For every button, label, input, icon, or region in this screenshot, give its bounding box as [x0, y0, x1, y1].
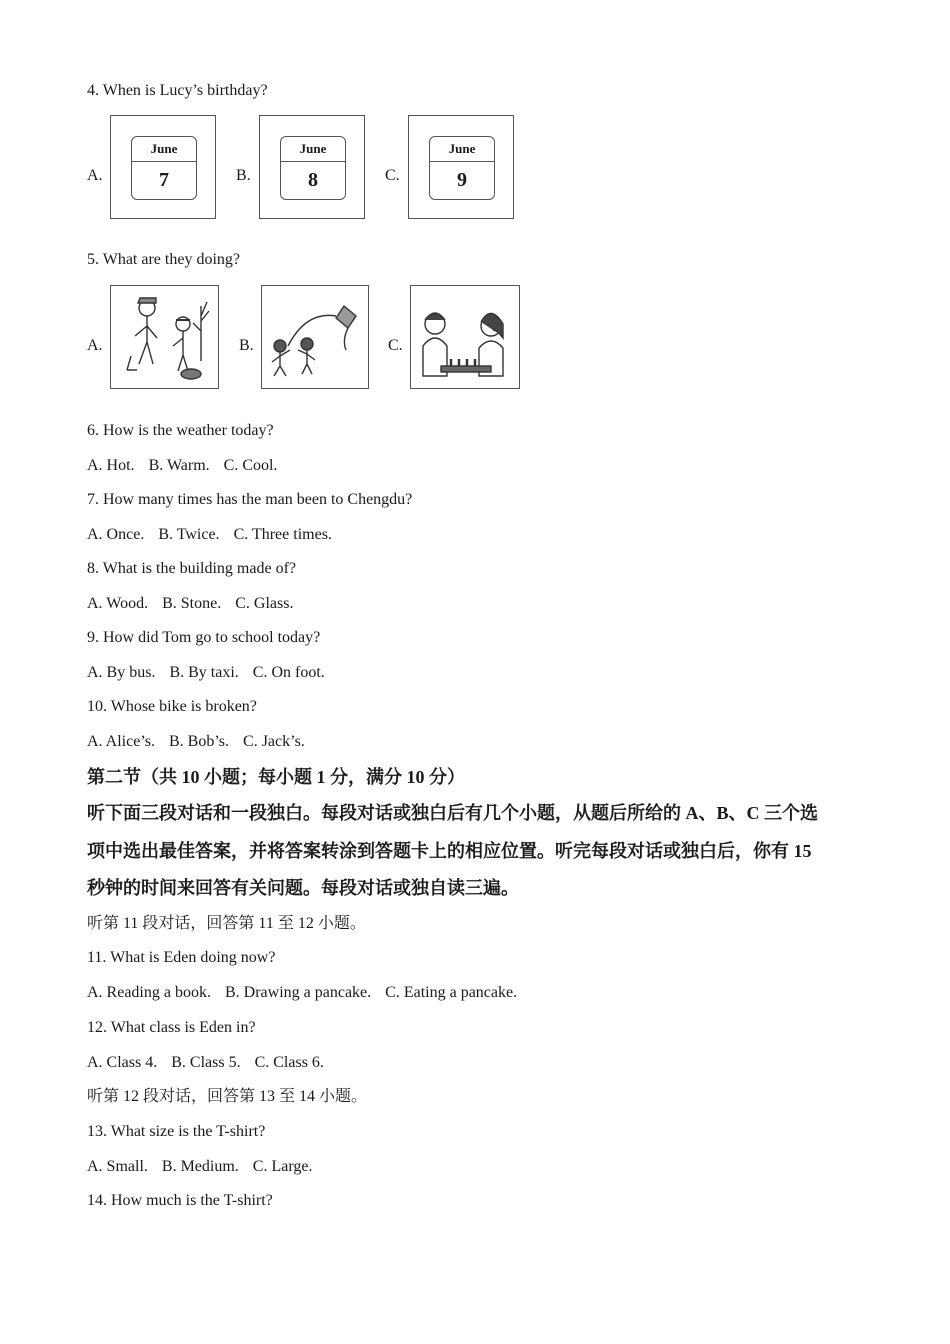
question-9: 9. How did Tom go to school today? — [87, 629, 321, 646]
calendar-month: June — [281, 137, 345, 162]
q7-option-a[interactable]: A. Once. — [87, 526, 145, 543]
question-11: 11. What is Eden doing now? — [87, 949, 276, 966]
q13-option-c[interactable]: C. Large. — [252, 1158, 313, 1175]
dialog-12-heading: 听第 12 段对话，回答第 13 至 14 小题。 — [87, 1088, 368, 1105]
q12-option-a[interactable]: A. Class 4. — [87, 1054, 158, 1071]
question-7: 7. How many times has the man been to Chengdu? — [87, 491, 413, 508]
kite-flying-icon — [262, 286, 367, 387]
q10-option-a[interactable]: A. Alice’s. — [87, 733, 155, 750]
q7-option-b[interactable]: B. Twice. — [158, 526, 220, 543]
question-13: 13. What size is the T-shirt? — [87, 1123, 266, 1140]
q13-options — [87, 1157, 312, 1177]
question-6: 6. How is the weather today? — [87, 422, 274, 439]
q13-option-b[interactable]: B. Medium. — [161, 1158, 239, 1175]
q5-option-a-label[interactable]: A. — [87, 337, 103, 354]
calendar-month: June — [132, 137, 196, 162]
q4-option-c-calendar[interactable] — [408, 115, 514, 219]
section-2-instructions-line-2: 项中选出最佳答案，并将答案转涂到答题卡上的相应位置。听完每段对话或独白后，你有 15 — [87, 841, 812, 861]
calendar-icon — [131, 136, 197, 200]
q10-option-b[interactable]: B. Bob’s. — [169, 733, 230, 750]
q5-option-a-picture[interactable] — [110, 285, 219, 389]
q7-option-c[interactable]: C. Three times. — [233, 526, 332, 543]
q4-option-a-calendar[interactable] — [110, 115, 216, 219]
calendar-icon — [280, 136, 346, 200]
question-5: 5. What are they doing? — [87, 251, 240, 268]
question-12: 12. What class is Eden in? — [87, 1019, 256, 1036]
calendar-icon — [429, 136, 495, 200]
q13-option-a[interactable]: A. Small. — [87, 1158, 148, 1175]
q11-option-a[interactable]: A. Reading a book. — [87, 984, 211, 1001]
q10-options — [87, 732, 305, 752]
q9-options — [87, 663, 325, 683]
dialog-11-heading: 听第 11 段对话，回答第 11 至 12 小题。 — [87, 915, 366, 932]
q5-option-c-picture[interactable] — [410, 285, 520, 389]
q6-options — [87, 456, 277, 476]
section-2-instructions-line-3: 秒钟的时间来回答有关问题。每段对话或独自读三遍。 — [87, 878, 519, 898]
q9-option-c[interactable]: C. On foot. — [252, 664, 325, 681]
q11-option-c[interactable]: C. Eating a pancake. — [385, 984, 518, 1001]
q4-option-a-label[interactable]: A. — [87, 167, 103, 184]
q6-option-b[interactable]: B. Warm. — [148, 457, 210, 474]
q5-option-b-picture[interactable] — [261, 285, 369, 389]
q8-option-c[interactable]: C. Glass. — [235, 595, 294, 612]
q8-option-a[interactable]: A. Wood. — [87, 595, 149, 612]
q9-option-a[interactable]: A. By bus. — [87, 664, 156, 681]
q11-option-b[interactable]: B. Drawing a pancake. — [224, 984, 372, 1001]
q5-option-b-label[interactable]: B. — [239, 337, 254, 354]
calendar-month: June — [430, 137, 494, 162]
q6-option-c[interactable]: C. Cool. — [223, 457, 278, 474]
calendar-day: 7 — [159, 169, 169, 191]
q4-option-b-calendar[interactable] — [259, 115, 365, 219]
q12-option-c[interactable]: C. Class 6. — [254, 1054, 324, 1071]
calendar-day: 8 — [308, 169, 318, 191]
q8-options — [87, 594, 293, 614]
q11-options — [87, 983, 517, 1003]
q5-option-c-label[interactable]: C. — [388, 337, 403, 354]
question-4: 4. When is Lucy’s birthday? — [87, 82, 268, 99]
question-8: 8. What is the building made of? — [87, 560, 296, 577]
q10-option-c[interactable]: C. Jack’s. — [243, 733, 305, 750]
tree-planting-icon — [111, 286, 217, 387]
chess-playing-icon — [411, 286, 518, 387]
q7-options — [87, 525, 332, 545]
q4-option-c-label[interactable]: C. — [385, 167, 400, 184]
question-10: 10. Whose bike is broken? — [87, 698, 257, 715]
section-2-instructions-line-1: 听下面三段对话和一段独白。每段对话或独白后有几个小题，从题后所给的 A、B、C 三个选 — [87, 803, 818, 823]
question-14: 14. How much is the T-shirt? — [87, 1192, 273, 1209]
q4-option-b-label[interactable]: B. — [236, 167, 251, 184]
q6-option-a[interactable]: A. Hot. — [87, 457, 135, 474]
q8-option-b[interactable]: B. Stone. — [162, 595, 222, 612]
q9-option-b[interactable]: B. By taxi. — [169, 664, 239, 681]
q12-options — [87, 1053, 324, 1073]
section-2-title: 第二节（共 10 小题；每小题 1 分，满分 10 分） — [87, 767, 465, 787]
q12-option-b[interactable]: B. Class 5. — [171, 1054, 241, 1071]
calendar-day: 9 — [457, 169, 467, 191]
